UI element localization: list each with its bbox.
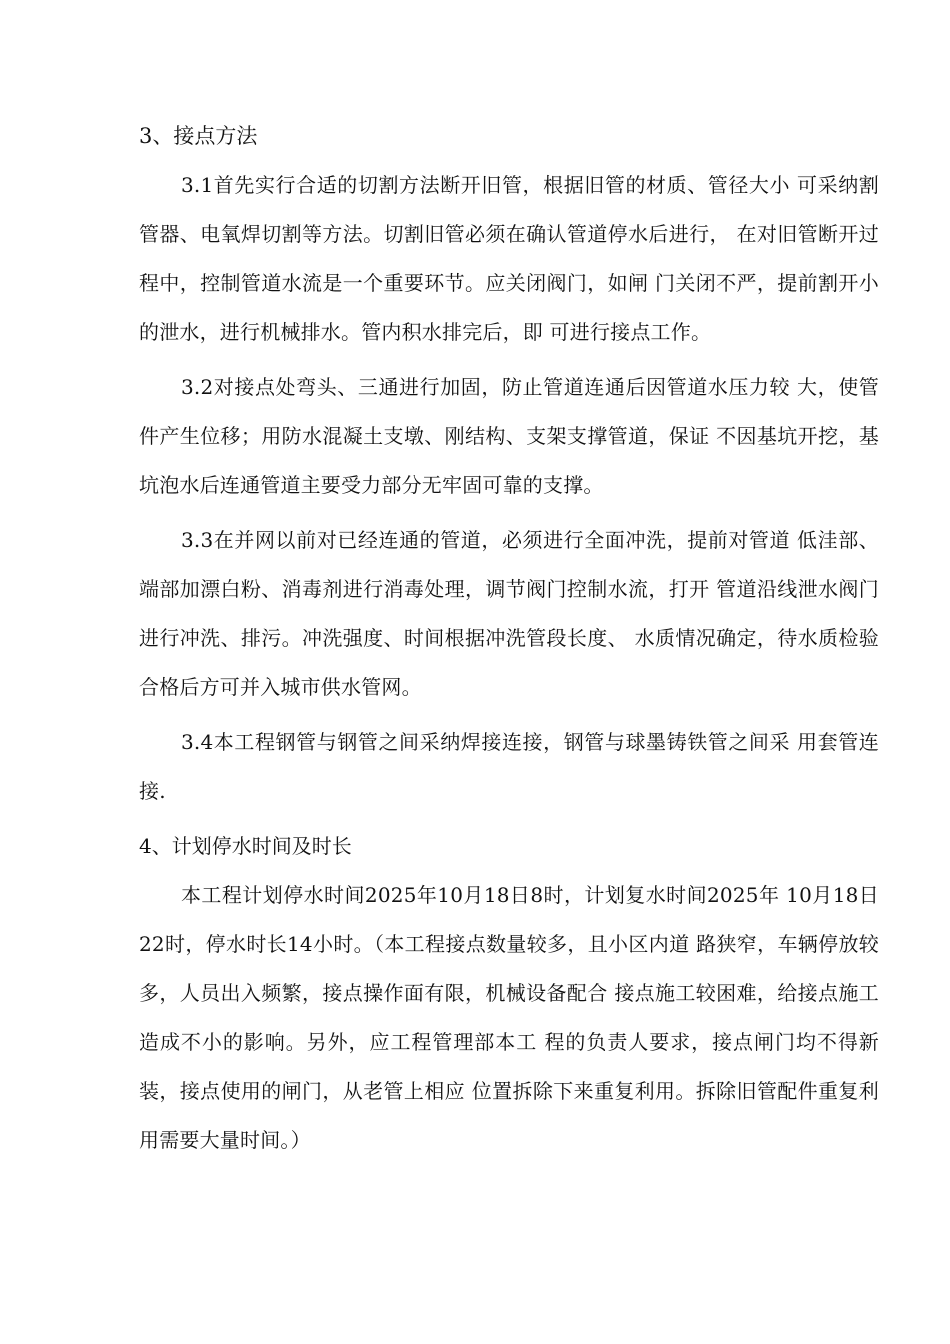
section-3-heading: 3、接点方法: [139, 124, 258, 148]
paragraph-4-1: 本工程计划停水时间2025年10月18日8时，计划复水时间2025年 10月18日22时，停水时长14小时。（本工程接点数量较多，且小区内道 路狭窄，车辆停放较多，人员出入频繁，接点操作面有限，机械设备配合 接点施工较困难，给接点施工造成不小的影响。另外，应工程管理部本工 程的负责人要求，接点闸门均不得新装，接点使用的闸门，从老管上相应 位置拆除下来重复利用。拆除旧管配件重复利用需要大量时间。）: [139, 883, 879, 1152]
document-body: [139, 112, 879, 1165]
paragraph-3-3: 3.3在并网以前对已经连通的管道，必须进行全面冲洗，提前对管道 低洼部、端部加漂白粉、消毒剂进行消毒处理，调节阀门控制水流，打开 管道沿线泄水阀门进行冲洗、排污。冲洗强度、时间根据冲洗管段长度、 水质情况确定，待水质检验合格后方可并入城市供水管网。: [139, 528, 879, 699]
paragraph-3-1: 3.1首先实行合适的切割方法断开旧管，根据旧管的材质、管径大小 可采纳割管器、电氧焊切割等方法。切割旧管必须在确认管道停水后进行， 在对旧管断开过程中，控制管道水流是一个重要环节。应关闭阀门，如闸 门关闭不严，提前割开小的泄水，进行机械排水。管内积水排完后，即 可进行接点工作。: [139, 173, 879, 344]
paragraph-3-2: 3.2对接点处弯头、三通进行加固，防止管道连通后因管道水压力较 大，使管件产生位移；用防水混凝土支墩、刚结构、支架支撑管道，保证 不因基坑开挖，基坑泡水后连通管道主要受力部分无牢固可靠的支撑。: [139, 375, 879, 497]
paragraph-3-4: 3.4本工程钢管与钢管之间采纳焊接连接，钢管与球墨铸铁管之间采 用套管连接.: [139, 730, 879, 803]
section-4-heading: 4、计划停水时间及时长: [139, 834, 352, 858]
